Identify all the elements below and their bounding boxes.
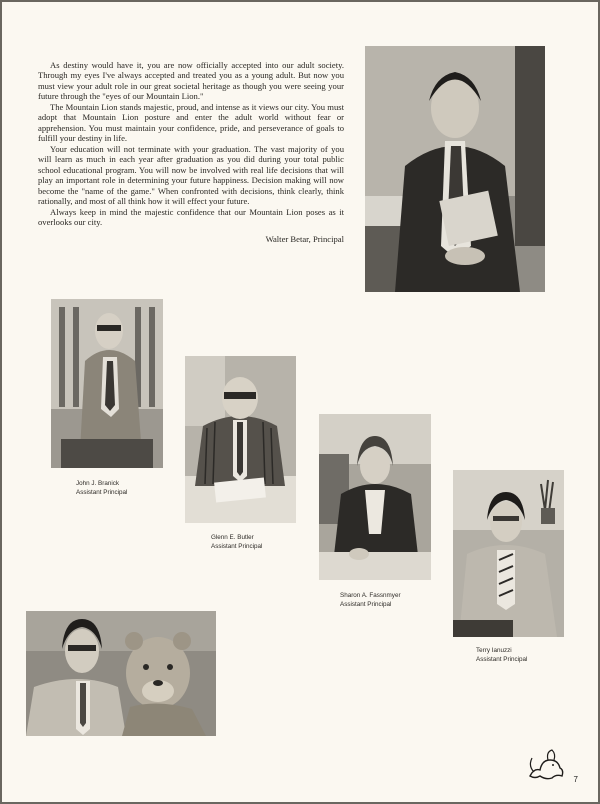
caption-name: John J. Branick — [76, 480, 120, 487]
fassnmyer-caption — [340, 592, 401, 609]
caption-title: Assistant Principal — [76, 488, 128, 496]
caption-title: Assistant Principal — [340, 600, 392, 608]
letter-paragraph: Always keep in mind the majestic confidence that our Mountain Lion poses as it overlooks our city. — [38, 206, 344, 228]
fassnmyer-photo — [319, 414, 431, 580]
caption-title: Assistant Principal — [476, 655, 528, 663]
letter-signature: Walter Betar, Principal — [265, 233, 344, 244]
caption-name: Sharon A. Fassnmyer — [340, 592, 401, 599]
principal-photo — [365, 46, 545, 292]
branick-caption — [76, 480, 127, 497]
ianuzzi-photo — [453, 470, 564, 637]
caption-name: Glenn E. Butler — [211, 534, 254, 541]
letter-paragraph: Your education will not terminate with your graduation. The vast majority of you will learn as much in each year after graduation as you did during your total public school educational program. You will now be involved with real life decisions that will play an important role in determining your future happiness. Decision making will now become the "name of the game." When confronted with decisions, think clearly, think rationally, and most of all think how it will effect your future. — [38, 143, 344, 207]
butler-caption — [211, 534, 262, 551]
branick-photo — [51, 299, 163, 468]
caption-name: Terry Ianuzzi — [476, 647, 512, 654]
letter-paragraph: The Mountain Lion stands majestic, proud, and intense as it views our city. You must adopt that Mountain Lion posture and enter the adult world without fear or apprehension. You must maintain your confidence, pride, and perseverance of goals to fulfill your destiny in life. — [38, 101, 344, 144]
page-number: 7 — [573, 775, 578, 784]
letter-paragraph: As destiny would have it, you are now officially accepted into our adult society. Through my eyes I've always accepted and treated you as a young adult. But now you must view your adult role in our great societal heritage as though you were seeing your future through the "eyes of our Mountain Lion." — [38, 60, 344, 102]
butler-photo — [185, 356, 296, 523]
principal-letter — [38, 60, 344, 244]
mountain-lion-mascot-icon — [526, 746, 566, 782]
mascot-photo — [26, 611, 216, 736]
ianuzzi-caption — [476, 647, 527, 664]
caption-title: Assistant Principal — [211, 542, 263, 550]
